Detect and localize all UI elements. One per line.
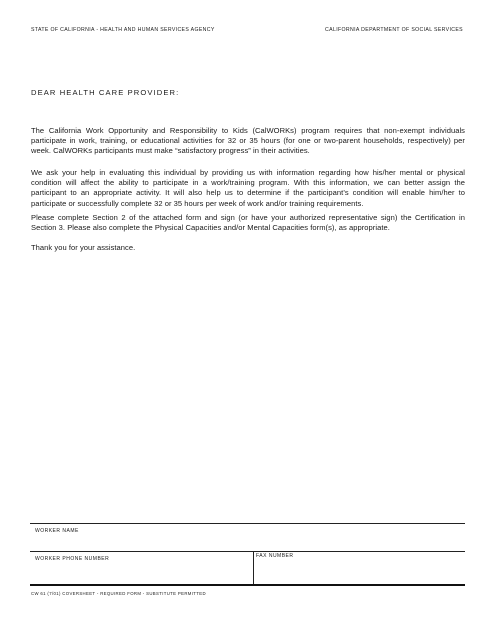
fax-number-field[interactable] <box>254 552 465 585</box>
bottom-rule <box>30 584 465 586</box>
worker-contact-row <box>30 551 465 585</box>
worker-name-label: WORKER NAME <box>35 528 79 534</box>
form-identifier: CW 61 (7/01) COVERSHEET - REQUIRED FORM - SUBSTITUTE PERMITTED <box>31 591 206 596</box>
worker-phone-field[interactable] <box>30 552 253 585</box>
letter-paragraph-instructions: Please complete Section 2 of the attached form and sign (or have your authorized representative sign) the Certification in Section 3. Please also complete the Physical Capacities and/or Mental Capacities form(s), as appropriate. <box>31 213 465 233</box>
agency-header: STATE OF CALIFORNIA - HEALTH AND HUMAN SERVICES AGENCY <box>31 27 215 33</box>
letter-paragraph-evaluation-request: We ask your help in evaluating this individual by providing us with information regarding how his/her mental or physical condition will affect the ability to participate in a work/training program. With this information, we can better assign the participant to an appropriate activity. It will also help us to determine if the participant’s condition will enable him/her to participate or successfully complete 32 or 35 hours per week of work and/or training requirements. <box>31 168 465 208</box>
letter-paragraph-thanks: Thank you for your assistance. <box>31 243 136 252</box>
department-header: CALIFORNIA DEPARTMENT OF SOCIAL SERVICES <box>325 27 463 33</box>
fax-number-label: FAX NUMBER <box>256 553 294 559</box>
letter-paragraph-program-requirements: The California Work Opportunity and Responsibility to Kids (CalWORKs) program requires that non-exempt individuals participate in work, training, or educational activities for 32 or 35 hours (for one or two-parent households, respectively) per week. CalWORKs participants must make “satisfactory progress” in their activities. <box>31 126 465 156</box>
salutation: DEAR HEALTH CARE PROVIDER: <box>31 88 180 97</box>
worker-phone-label: WORKER PHONE NUMBER <box>35 556 110 562</box>
worker-name-field[interactable] <box>30 523 465 552</box>
